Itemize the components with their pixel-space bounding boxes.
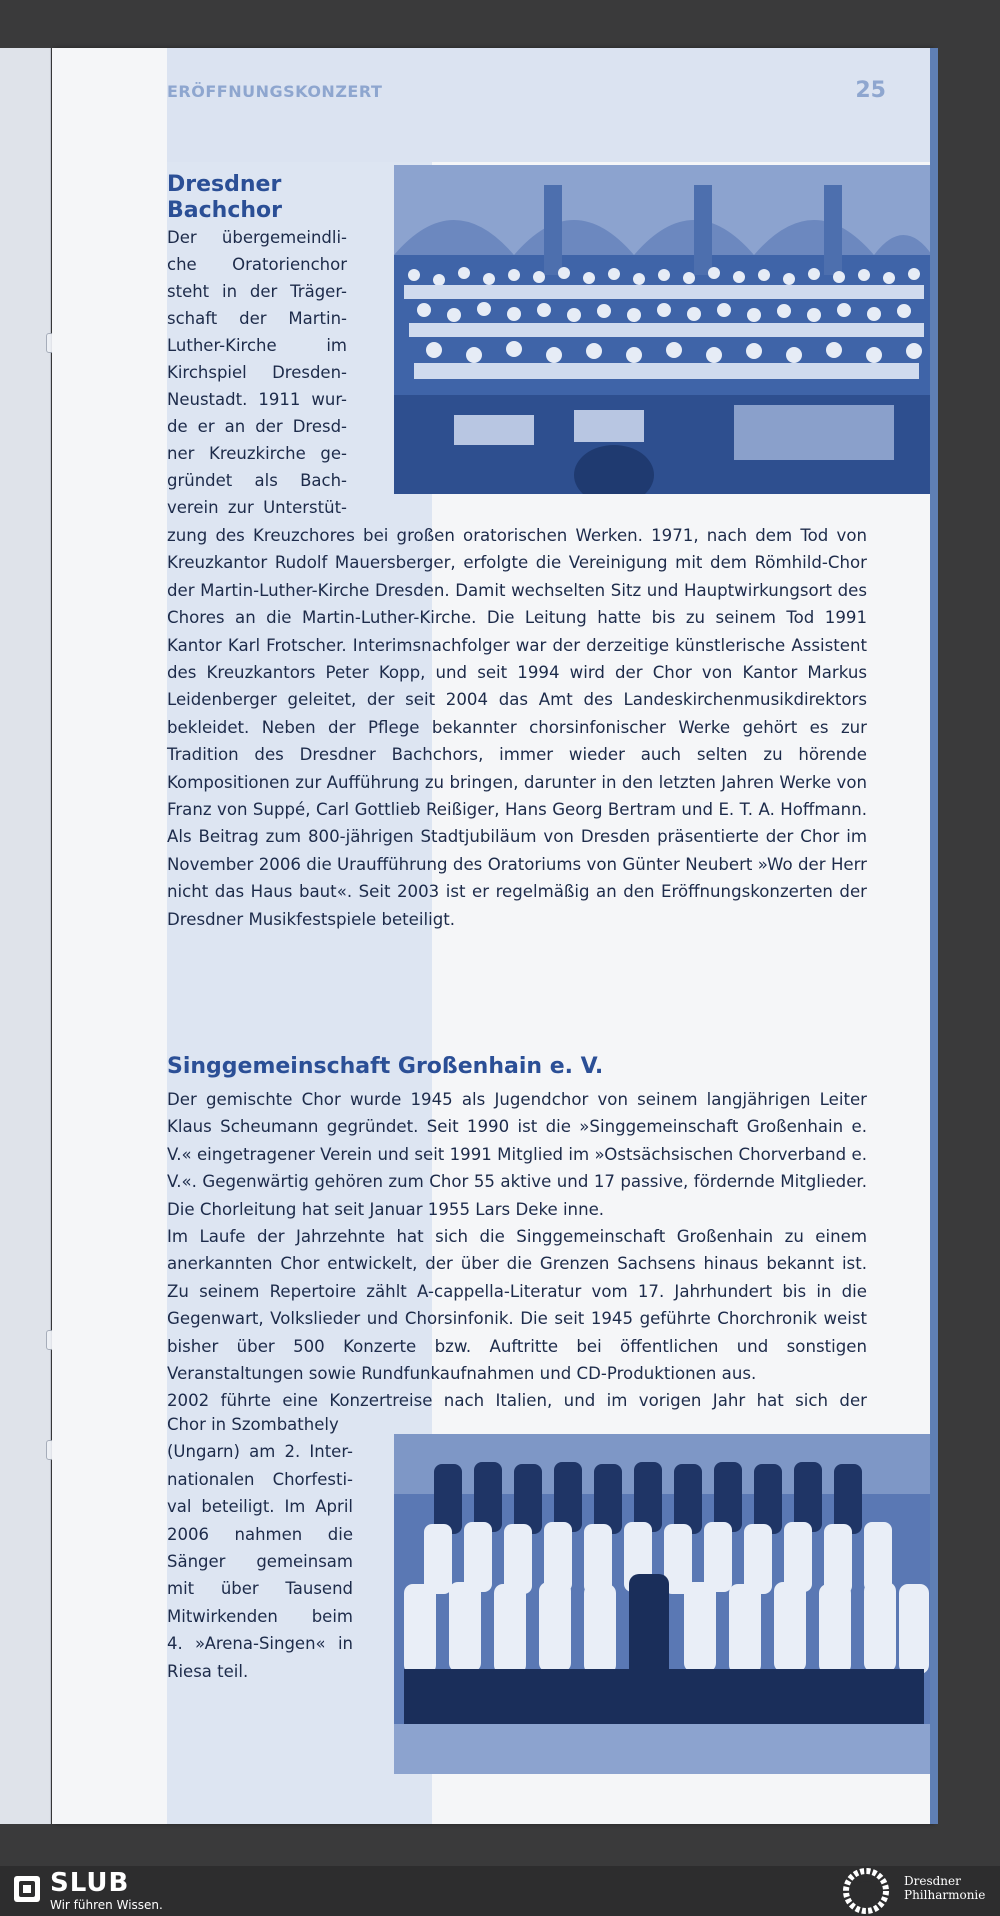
paragraph: Im Laufe der Jahrzehnte hat sich die Singgemeinschaft Großenhain zu einem anerkannten Chor entwickelt, der über die Grenzen Sachsens hinaus bekannt ist. Zu seinem Repertoire zählt A-cappella-Literatur vom 17. Jahrhundert bis in die Gegenwart, Volkslieder und Chorsinfonik. Die seit 1945 geführte Chorchronik weist bisher über 500 Konzerte bzw. Auftritte bei öffentlichen und sonstigen Veranstaltungen sowie Rundfunkaufnahmen und CD-Produktionen aus. [167, 1227, 867, 1384]
slub-name: SLUB [50, 1868, 130, 1898]
text-line: verein zur Unterstüt- [167, 498, 347, 517]
bachchor-heading-line2: Bachchor [167, 198, 282, 223]
text-line: Chor in Szombathely [167, 1415, 339, 1434]
text-line: steht in der Träger- [167, 282, 347, 301]
text-line: Sänger gemeinsam [167, 1552, 353, 1572]
running-header: ERÖFFNUNGSKONZERT [167, 82, 383, 101]
text-line: schaft der Martin- [167, 309, 347, 328]
philharmonie-name-line1: Dresdner [904, 1874, 961, 1888]
text-line: mit über Tausend [167, 1579, 353, 1599]
bachchor-heading [167, 172, 347, 224]
text-line: Kirchspiel Dresden- [167, 363, 347, 382]
header-bar [167, 48, 932, 162]
bachchor-heading-line1: Dresdner [167, 172, 282, 197]
singgemeinschaft-narrow-column [167, 1411, 353, 1685]
text-line: 2006 nahmen die [167, 1524, 353, 1544]
singgemeinschaft-photo [394, 1434, 932, 1774]
text-line: Der übergemeindli- [167, 228, 347, 247]
page-edge [930, 48, 938, 1824]
text-line: Riesa teil. [167, 1661, 249, 1681]
brochure-page [52, 48, 932, 1824]
philharmonie-name-line2: Philharmonie [904, 1888, 986, 1902]
text-line: ner Kreuzkirche ge- [167, 444, 347, 463]
text-line: Luther-Kirche im [167, 336, 347, 355]
bachchor-narrow-column [167, 172, 347, 521]
text-line: val beteiligt. Im April [167, 1497, 353, 1517]
bachchor-narrow-text [167, 224, 347, 521]
paragraph: Der gemischte Chor wurde 1945 als Jugendchor von seinem langjährigen Leiter Klaus Scheumann gegründet. Seit 1990 ist die »Singgemeinschaft Großenhain e. V.« eingetragener Verein und seit 1991 Mitglied im »Ostsächsischen Chorverband e. V.«. Gegenwärtig gehören zum Chor 55 aktive und 17 passive, fördernde Mitglieder. Die Chorleitung hat seit Januar 1955 Lars Deke inne. [167, 1090, 867, 1219]
previous-page-edge [0, 48, 51, 1824]
text-line: gründet als Bach- [167, 471, 347, 490]
text-line: 4. »Arena-Singen« in [167, 1634, 353, 1654]
text-line: Neustadt. 1911 wur- [167, 390, 347, 409]
page-number: 25 [855, 78, 886, 103]
singgemeinschaft-body [167, 1086, 867, 1415]
singgemeinschaft-heading: Singgemeinschaft Großenhain e. V. [167, 1054, 604, 1079]
philharmonie-logo-icon [842, 1868, 890, 1914]
text-line: de er an der Dresd- [167, 417, 347, 436]
bachchor-photo [394, 165, 932, 494]
text-line: che Oratorienchor [167, 255, 347, 274]
bachchor-wide-text: zung des Kreuzchores bei großen oratorischen Werken. 1971, nach dem Tod von Kreuzkantor Rudolf Mauersberger, erfolgte die Vereinigung mit dem Römhild-Chor der Martin-Luther-Kirche Dresden. Damit wechselten Sitz und Hauptwirkungsort des Chores an die Martin-Luther-Kirche. Die Leitung hatte bis zu seinem Tod 1991 Kantor Karl Frotscher. Interimsnachfolger war der derzeitige künstlerische Assistent des Kreuzkantors Peter Kopp, und seit 1994 wird der Chor von Kantor Markus Leidenberger geleitet, der seit 2004 das Amt des Landeskirchenmusikdirektors bekleidet. Neben der Pflege bekannter chorsinfonischer Werke gehört es zur Tradition des Dresdner Bachchors, immer wieder auch selten zu hörende Kompositionen zur Aufführung zu bringen, darunter in den letzten Jahren Werke von Franz von Suppé, Carl Gottlieb Reißiger, Hans Georg Bertram und E. T. A. Hoffmann. Als Beitrag zum 800-jährigen Stadtjubiläum von Dresden präsentierte der Chor im November 2006 die Uraufführung des Oratoriums von Günter Neubert »Wo der Herr nicht das Haus baut«. Seit 2003 ist er regelmäßig an den Eröffnungskonzerten der Dresdner Musikfestspiele beteiligt. [167, 526, 867, 929]
text-line: Mitwirkenden beim [167, 1606, 353, 1626]
philharmonie-name [904, 1874, 985, 1902]
text-line: (Ungarn) am 2. Inter- [167, 1442, 353, 1462]
paragraph-line: 2002 führte eine Konzertreise nach Italien, und im vorigen Jahr hat sich der [167, 1391, 867, 1411]
text-line: nationalen Chorfesti- [167, 1469, 353, 1489]
slub-tagline: Wir führen Wissen. [50, 1898, 163, 1912]
slub-logo-icon [12, 1874, 42, 1904]
